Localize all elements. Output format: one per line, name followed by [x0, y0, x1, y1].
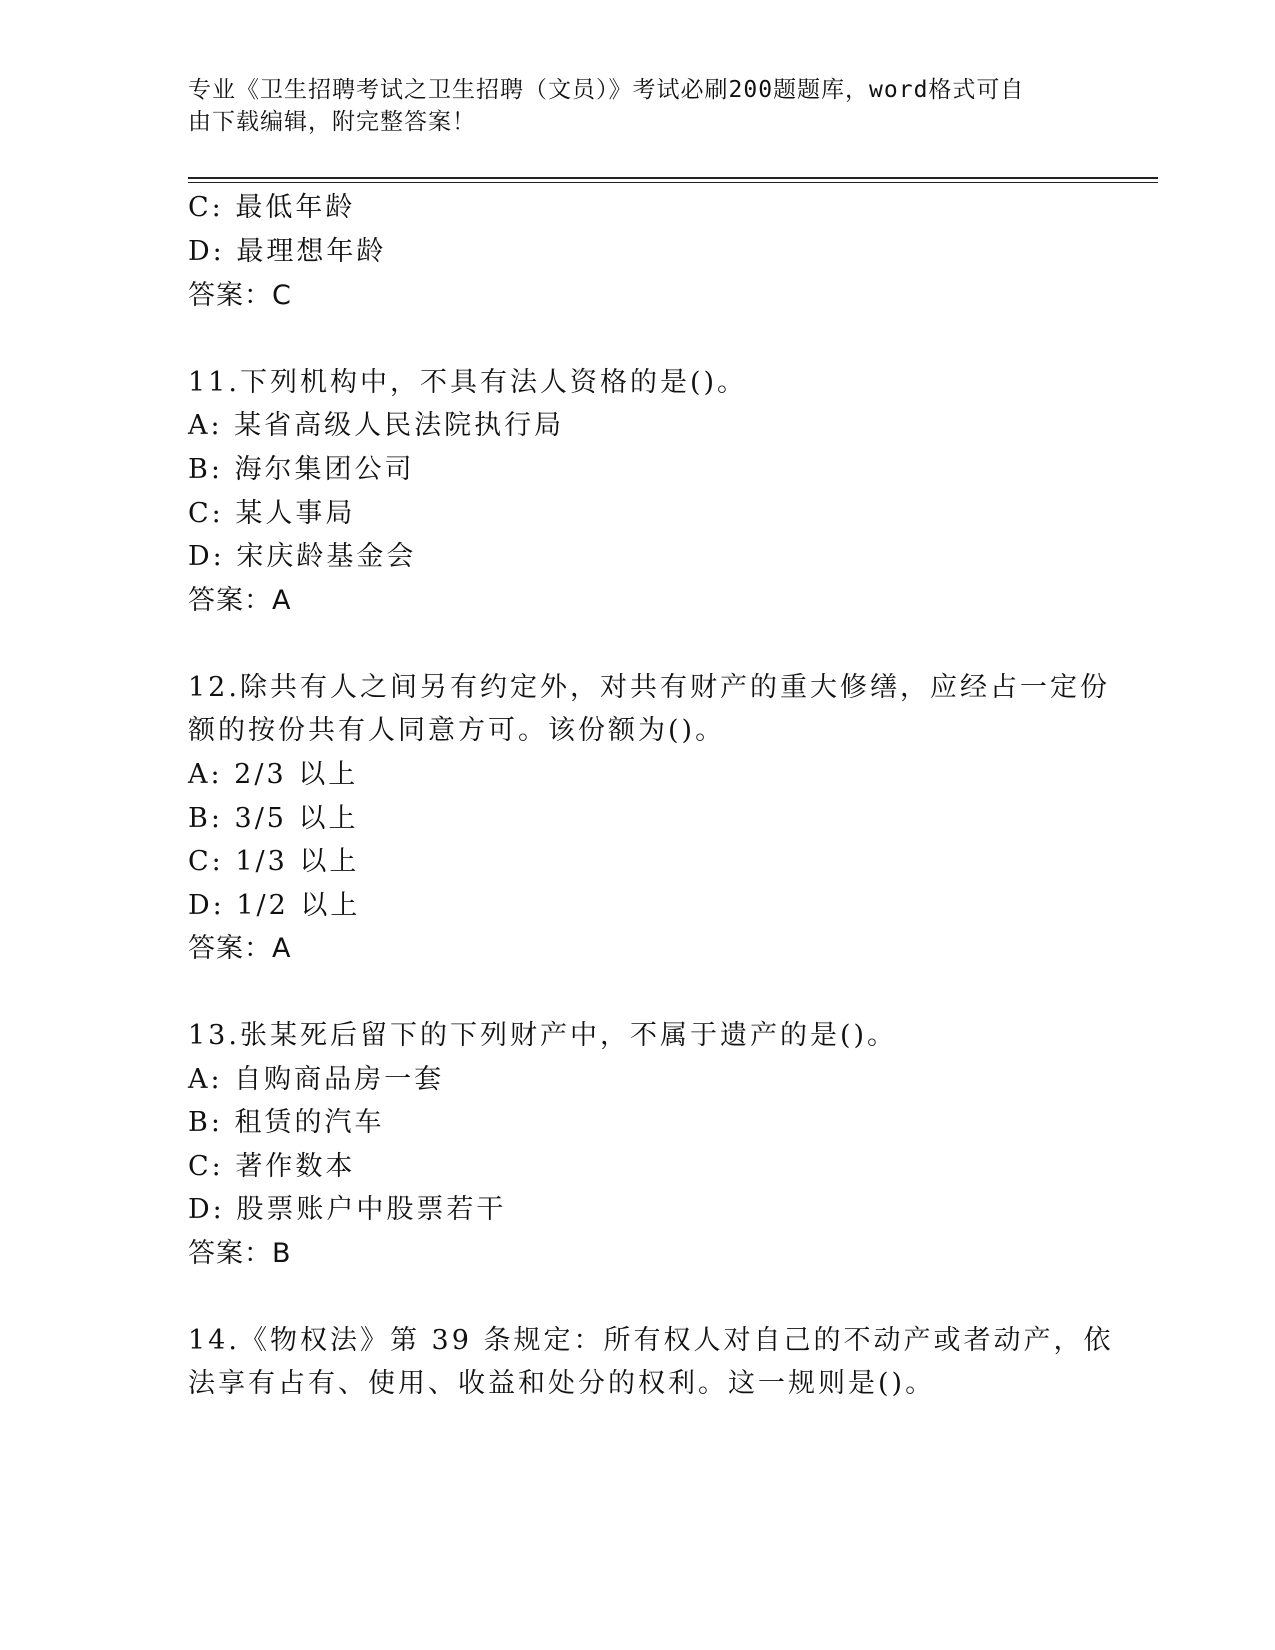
q12-stem-line-1: 12.除共有人之间另有约定外，对共有财产的重大修缮，应经占一定份: [188, 672, 1110, 703]
q11-option-b: B: 海尔集团公司: [188, 454, 415, 485]
header-divider-thick: [188, 177, 1158, 179]
q10-option-c: C: 最低年龄: [188, 192, 356, 223]
q11-answer: 答案：A: [188, 585, 292, 616]
q10-option-d: D: 最理想年龄: [188, 236, 387, 267]
q14-stem-line-2: 法享有占有、使用、收益和处分的权利。这一规则是()。: [188, 1368, 936, 1399]
header-divider-thin: [188, 182, 1158, 183]
header-line-2: 由下载编辑，附完整答案！: [188, 109, 476, 135]
document-header: [188, 74, 1088, 138]
q12-option-d: D: 1/2 以上: [188, 890, 361, 921]
q13-option-b: B: 租赁的汽车: [188, 1107, 385, 1138]
q12-answer: 答案：A: [188, 933, 292, 964]
q11-option-c: C: 某人事局: [188, 498, 356, 529]
q13-option-a: A: 自购商品房一套: [188, 1064, 445, 1095]
q11-stem: 11.下列机构中，不具有法人资格的是()。: [188, 367, 748, 398]
q12-stem-line-2: 额的按份共有人同意方可。该份额为()。: [188, 715, 726, 746]
q12-option-c: C: 1/3 以上: [188, 846, 360, 877]
q12-option-a: A: 2/3 以上: [188, 759, 359, 790]
q13-stem: 13.张某死后留下的下列财产中，不属于遗产的是()。: [188, 1020, 898, 1051]
q13-answer: 答案：B: [188, 1238, 292, 1269]
q11-option-d: D: 宋庆龄基金会: [188, 541, 417, 572]
q11-option-a: A: 某省高级人民法院执行局: [188, 410, 565, 441]
header-line-1: 专业《卫生招聘考试之卫生招聘（文员）》考试必刷200题题库，word格式可自: [188, 77, 1025, 103]
q13-option-d: D: 股票账户中股票若干: [188, 1194, 507, 1225]
q14-stem-line-1: 14.《物权法》第 39 条规定：所有权人对自己的不动产或者动产，依: [188, 1325, 1114, 1356]
q12-option-b: B: 3/5 以上: [188, 803, 359, 834]
q13-option-c: C: 著作数本: [188, 1151, 356, 1182]
q10-answer: 答案：C: [188, 280, 292, 311]
